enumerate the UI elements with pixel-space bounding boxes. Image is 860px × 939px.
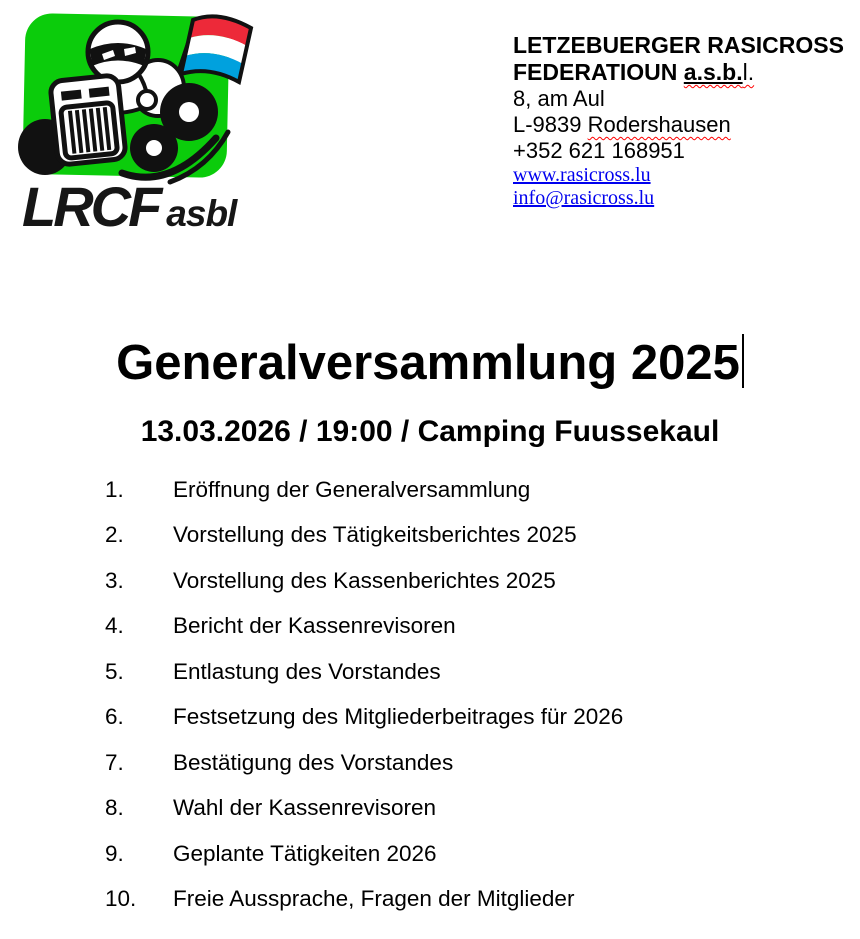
agenda-item xyxy=(105,740,860,786)
agenda-item-number: 2. xyxy=(105,522,124,548)
luxembourg-flag-icon xyxy=(181,16,251,82)
logo-wordmark xyxy=(22,174,236,239)
agenda-item-text: Wahl der Kassenrevisoren xyxy=(173,795,437,821)
website-link[interactable]: www.rasicross.lu xyxy=(513,164,651,186)
agenda-item xyxy=(105,467,860,513)
org-name-line2: FEDERATIOUN a.s.b.l. xyxy=(513,59,755,85)
agenda-item-number: 4. xyxy=(105,613,124,639)
agenda-item xyxy=(105,786,860,832)
kart-grille xyxy=(50,75,126,166)
agenda-item-text: Bericht der Kassenrevisoren xyxy=(173,613,456,639)
spellcheck-squiggle: a.s.b.l. xyxy=(683,59,755,85)
agenda-item xyxy=(105,604,860,650)
agenda-item xyxy=(105,831,860,877)
email-link[interactable]: info@rasicross.lu xyxy=(513,187,655,209)
agenda-item xyxy=(105,695,860,741)
agenda-item-text: Festsetzung des Mitgliederbeitrages für 2026 xyxy=(173,704,624,730)
agenda-item xyxy=(105,877,860,923)
agenda-item-number: 10. xyxy=(105,886,137,912)
agenda-item-text: Freie Aussprache, Fragen der Mitglieder xyxy=(173,886,575,912)
lrcf-logo xyxy=(18,10,273,245)
address-street: 8, am Aul xyxy=(513,86,605,111)
agenda-item-text: Bestätigung des Vorstandes xyxy=(173,749,454,775)
kart-logo-image xyxy=(18,10,273,192)
agenda-item xyxy=(105,649,860,695)
agenda-item-number: 9. xyxy=(105,840,124,866)
logo-text-lrcf: LRCF xyxy=(22,175,160,238)
agenda-item-text: Vorstellung des Tätigkeitsberichtes 2025 xyxy=(173,522,577,548)
agenda-item-number: 7. xyxy=(105,749,124,775)
agenda-item xyxy=(105,513,860,559)
agenda-item-number: 3. xyxy=(105,567,124,593)
agenda-item-number: 1. xyxy=(105,476,124,502)
org-name-line1: LETZEBUERGER RASICROSS xyxy=(513,32,844,58)
agenda-item-text: Eröffnung der Generalversammlung xyxy=(173,476,531,502)
spellcheck-squiggle: Rodershausen xyxy=(587,112,731,137)
agenda-item-number: 6. xyxy=(105,704,124,730)
text-cursor xyxy=(742,334,744,388)
agenda-item-number: 8. xyxy=(105,795,124,821)
org-contact-block xyxy=(513,32,858,210)
agenda-list xyxy=(0,467,860,922)
agenda-item xyxy=(105,558,860,604)
page-title: Generalversammlung 2025 xyxy=(0,334,860,392)
address-city-line: L-9839 Rodershausen xyxy=(513,112,731,137)
phone-number: +352 621 168951 xyxy=(513,138,685,163)
agenda-item-number: 5. xyxy=(105,658,124,684)
agenda-item-text: Vorstellung des Kassenberichtes 2025 xyxy=(173,567,556,593)
logo-text-asbl: asbl xyxy=(166,193,237,234)
agenda-item-text: Geplante Tätigkeiten 2026 xyxy=(173,840,437,866)
agenda-item-text: Entlastung des Vorstandes xyxy=(173,658,441,684)
event-details: 13.03.2026 / 19:00 / Camping Fuussekaul xyxy=(140,415,720,448)
